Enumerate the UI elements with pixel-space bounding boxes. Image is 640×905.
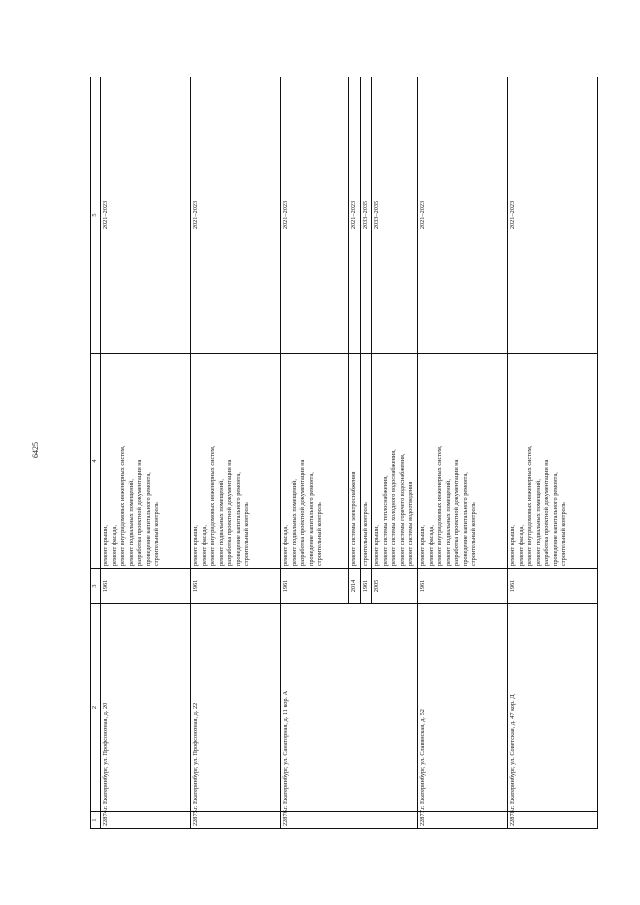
year-cell: 1961 xyxy=(281,569,349,604)
year-cell: 1961 xyxy=(191,569,281,604)
work-item: строительный контроль xyxy=(361,502,369,566)
work-item: ремонт системы горячего водоснабжения, xyxy=(398,453,406,566)
entry-number: 22877. xyxy=(417,812,507,829)
work-item: ремонт крыши, xyxy=(373,524,381,566)
work-item: ремонт системы холодного водоснабжения, xyxy=(390,449,398,566)
work-item: строительный контроль xyxy=(470,502,478,566)
works-cell xyxy=(417,354,507,569)
period-cell: 2033–2035 xyxy=(360,77,372,354)
entry-number: 22876. xyxy=(281,812,418,829)
table-row xyxy=(101,77,191,829)
work-item: ремонт крыши, xyxy=(102,524,109,566)
entry-number: 22875. xyxy=(191,812,281,829)
address-cell: г. Екатеринбург, ул. Советская, д. 47 кор. Д xyxy=(507,604,597,812)
period-cell: 2033–2035 xyxy=(372,77,418,354)
work-item: ремонт фасада, xyxy=(200,525,208,566)
works-cell xyxy=(191,354,281,569)
column-number-header: 1 xyxy=(91,812,101,829)
works-cell xyxy=(372,354,418,569)
work-item: ремонт подвальных помещений, xyxy=(290,479,298,566)
column-number-header: 3 xyxy=(91,569,101,604)
work-item: строительный контроль xyxy=(153,502,161,566)
work-item: ремонт внутридомовых инженерных систем, xyxy=(526,445,534,566)
work-item: проведение капитального ремонта, xyxy=(461,472,469,566)
work-item: проведение капитального ремонта, xyxy=(144,472,152,566)
work-item: ремонт подвальных помещений, xyxy=(127,479,135,566)
column-number-row xyxy=(91,77,101,829)
column-number-header: 5 xyxy=(91,77,101,354)
work-item: ремонт крыши, xyxy=(508,524,516,566)
work-item: строительный контроль xyxy=(560,502,568,566)
work-item: разработка проектной документации на xyxy=(226,459,234,566)
work-item: строительный контроль xyxy=(316,502,324,566)
column-number-header: 2 xyxy=(91,604,101,812)
work-item: проведение капитального ремонта, xyxy=(307,472,315,566)
period-cell: 2021–2023 xyxy=(281,77,349,354)
rotated-table-frame xyxy=(90,77,601,829)
column-number-header: 4 xyxy=(91,354,101,569)
address-cell: г. Екатеринбург, ул. Славянская, д. 52 xyxy=(417,604,507,812)
page-number: 6425 xyxy=(31,442,40,458)
work-item: разработка проектной документации на xyxy=(299,459,307,566)
work-item: ремонт подвальных помещений, xyxy=(217,479,225,566)
document-page xyxy=(90,77,601,829)
table-row xyxy=(191,77,281,829)
table-row xyxy=(417,77,507,829)
work-item: ремонт подвальных помещений, xyxy=(534,479,542,566)
works-cell xyxy=(101,354,191,569)
work-item: разработка проектной документации на xyxy=(543,459,551,566)
period-cell: 2021–2023 xyxy=(191,77,281,354)
work-item: ремонт внутридомовых инженерных систем, xyxy=(209,445,217,566)
year-cell: 1961 xyxy=(101,569,191,604)
work-item: ремонт крыши, xyxy=(418,524,426,566)
work-item: ремонт внутридомовых инженерных систем, xyxy=(119,445,127,566)
works-cell xyxy=(507,354,597,569)
address-cell: г. Екатеринбург, ул. Профсоюзная, д. 20 xyxy=(101,604,191,812)
work-item: ремонт внутридомовых инженерных систем, xyxy=(436,445,444,566)
year-cell: 1961 xyxy=(360,569,372,604)
work-item: ремонт фасада, xyxy=(110,525,118,566)
repair-schedule-table xyxy=(90,77,598,829)
work-item: разработка проектной документации на xyxy=(453,459,461,566)
work-item: ремонт подвальных помещений, xyxy=(444,479,452,566)
works-cell xyxy=(281,354,349,569)
work-item: строительный контроль xyxy=(243,502,251,566)
work-item: ремонт фасада, xyxy=(427,525,435,566)
works-cell xyxy=(360,354,372,569)
work-item: ремонт фасада, xyxy=(517,525,525,566)
period-cell: 2021–2023 xyxy=(349,77,361,354)
work-item: проведение капитального ремонта, xyxy=(234,472,242,566)
address-cell: г. Екатеринбург, ул. Санаторная, д. 11 кор. А xyxy=(281,604,418,812)
work-item: ремонт крыши, xyxy=(192,524,199,566)
entry-number: 22874. xyxy=(101,812,191,829)
year-cell: 1961 xyxy=(507,569,597,604)
work-item: ремонт системы электроснабжения xyxy=(350,471,357,566)
year-cell: 1961 xyxy=(417,569,507,604)
works-cell xyxy=(349,354,361,569)
work-item: проведение капитального ремонта, xyxy=(551,472,559,566)
table-row xyxy=(281,77,349,829)
year-cell: 2005 xyxy=(372,569,418,604)
year-cell: 2014 xyxy=(349,569,361,604)
address-cell: г. Екатеринбург, ул. Профсоюзная, д. 22 xyxy=(191,604,281,812)
work-item: ремонт системы водоотведения xyxy=(407,481,415,566)
table-row xyxy=(507,77,597,829)
work-item: ремонт фасада, xyxy=(282,525,289,566)
work-item: разработка проектной документации на xyxy=(136,459,144,566)
period-cell: 2021–2023 xyxy=(507,77,597,354)
entry-number: 22878. xyxy=(507,812,597,829)
work-item: ремонт системы теплоснабжения, xyxy=(381,475,389,566)
period-cell: 2021–2023 xyxy=(417,77,507,354)
period-cell: 2021–2023 xyxy=(101,77,191,354)
